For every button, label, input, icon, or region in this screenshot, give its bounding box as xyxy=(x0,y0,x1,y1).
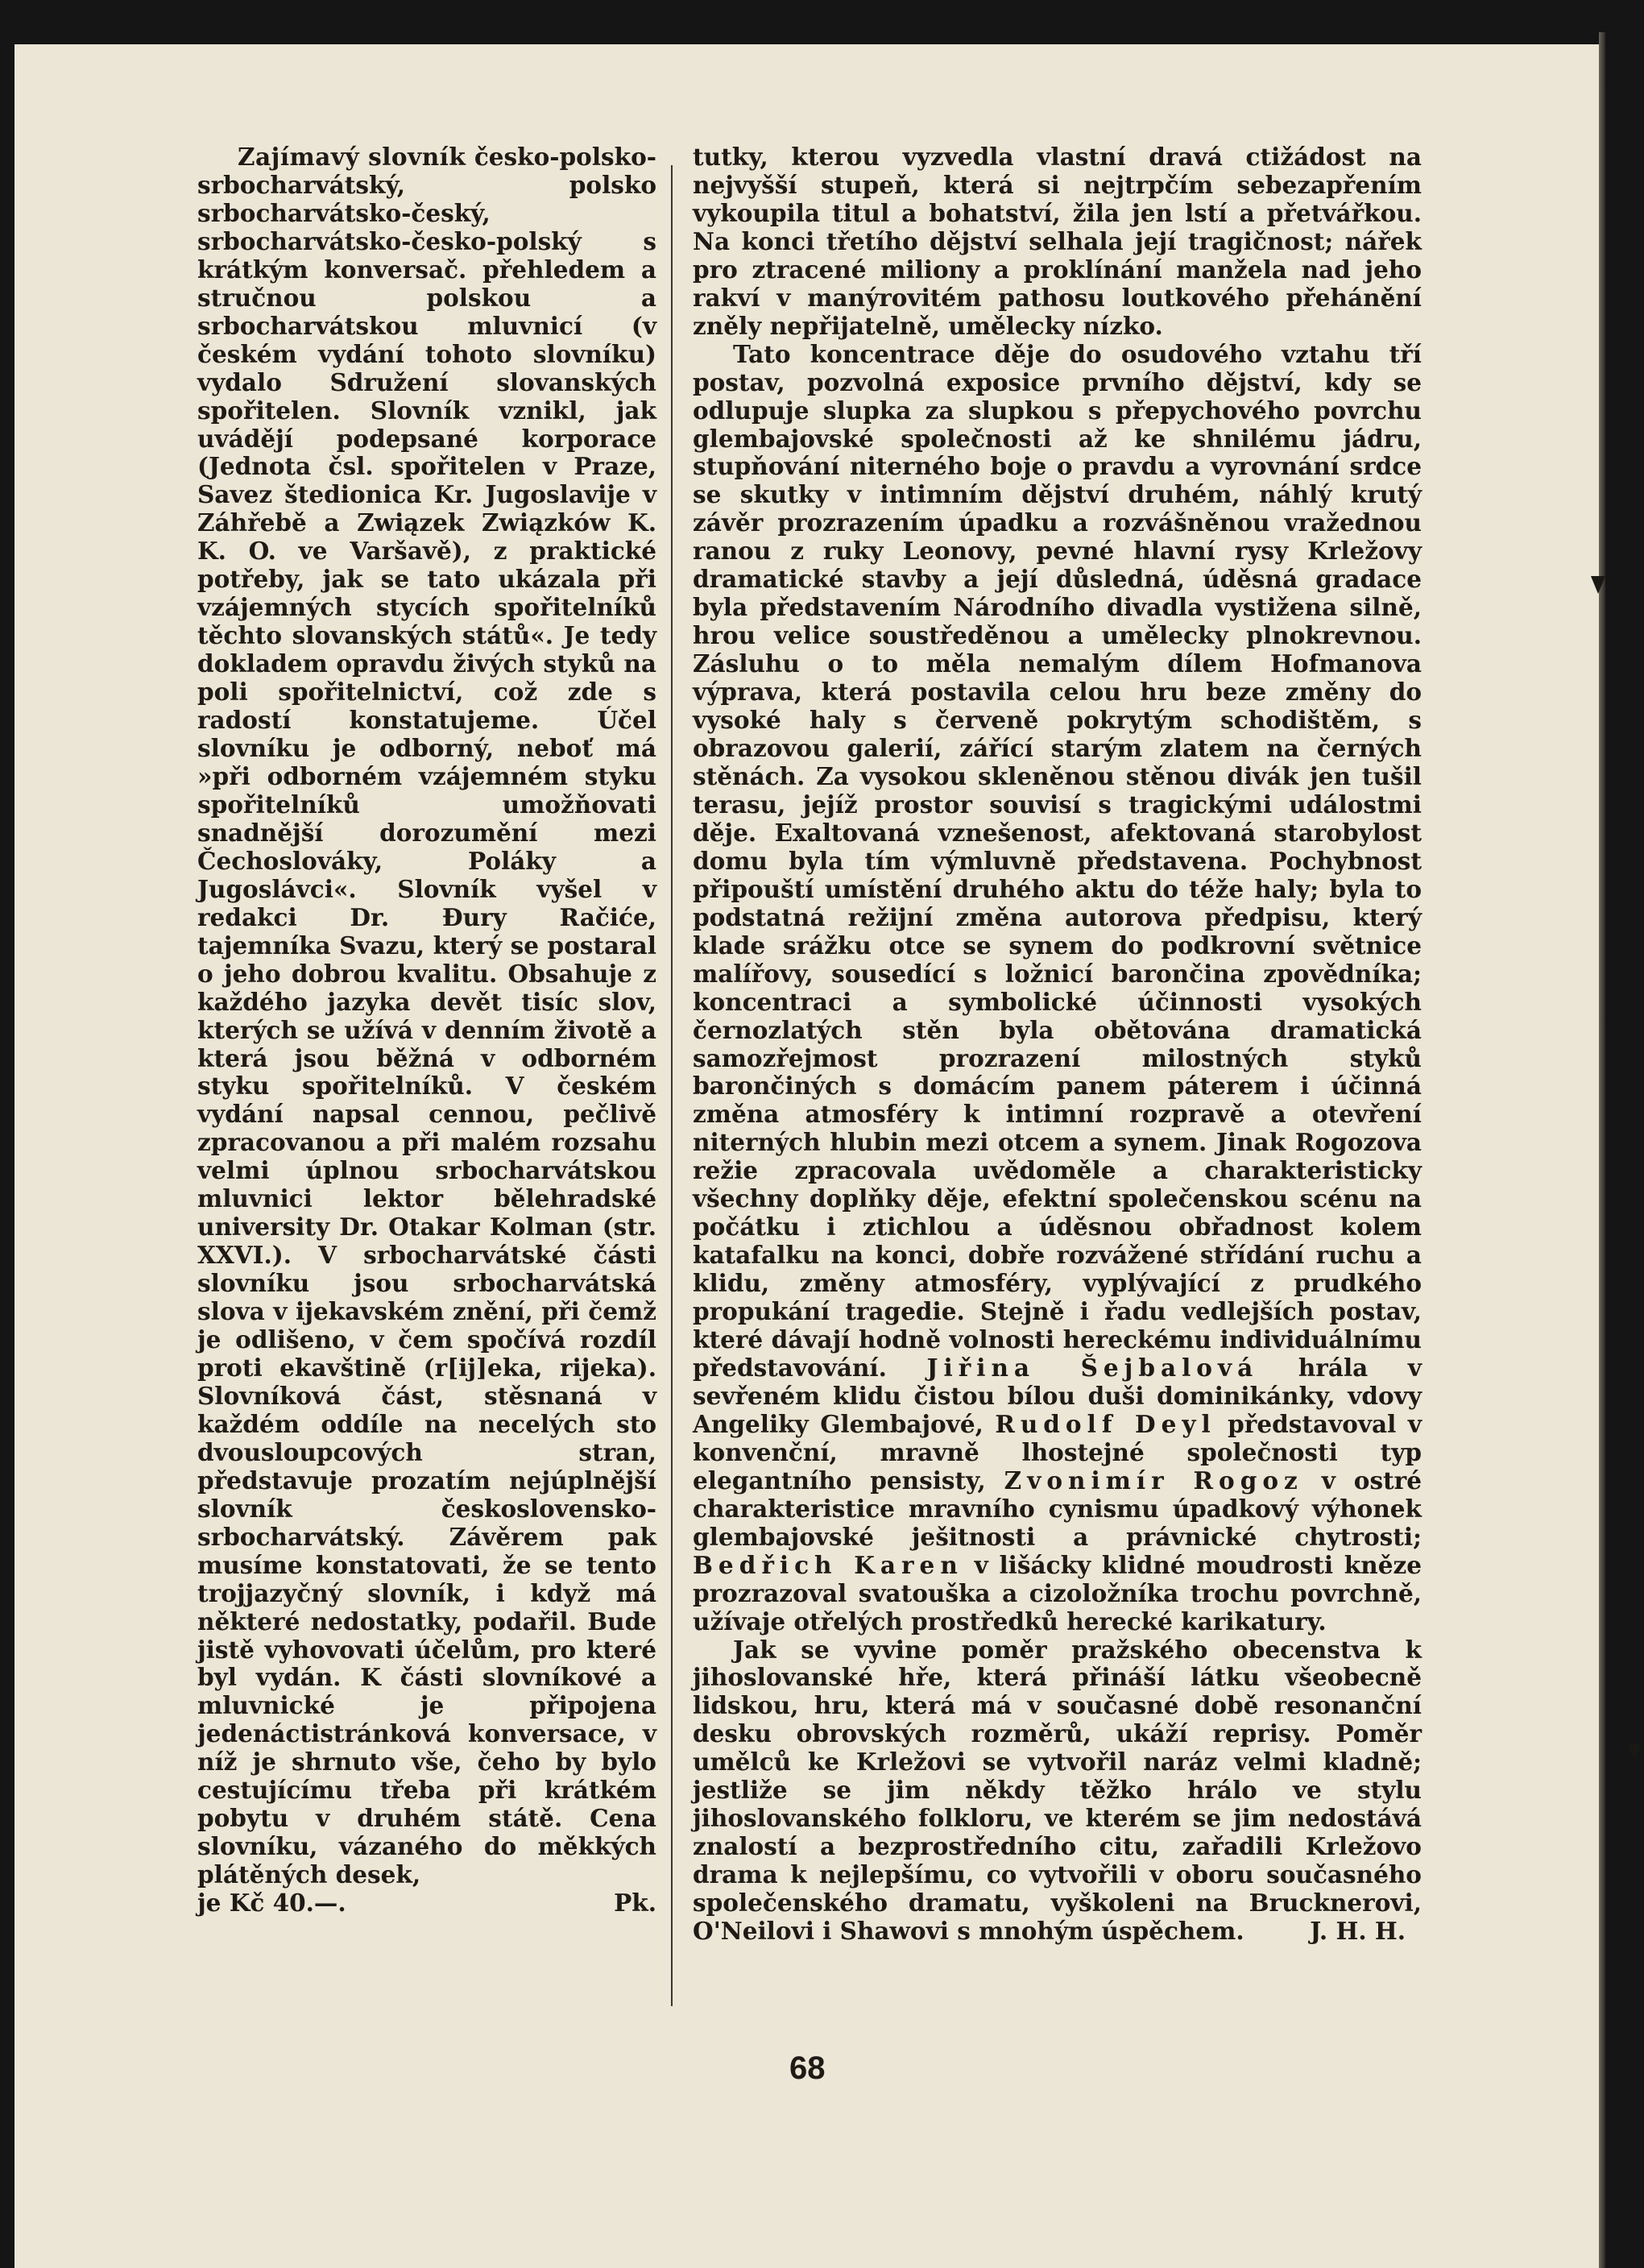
paragraph-text-f: Jak se vyvine poměr pražského obecenstva k jihoslovanské hře, která přináší látku všeobecně lidskou, hru, která má v současné době resonanční desku obrovských rozměrů, ukáží reprisy. Poměr umělců ke Krležovi se vytvořil naráz velmi kladně; jestliže se jim někdy těžko hrálo ve stylu jihoslovanského folkloru, ve kterém se jim nedostává znalostí a bezprostředního citu, zařadili Krležovo drama k nejlepšímu, co vytvořili v oboru současného společenského dramatu, vyškoleni na Brucknerovi, O'Neilovi i Shawovi s mnohým úspěchem. xyxy=(693,1635,1422,1946)
review-slovnik xyxy=(197,143,656,1889)
actor-name-deyl: Rudolf Deyl xyxy=(995,1409,1216,1438)
column-divider xyxy=(671,165,673,2006)
actor-name-karen: Bedřich Karen xyxy=(693,1550,963,1579)
signature-jhh: J. H. H. xyxy=(1310,1917,1406,1946)
paragraph-text-e: v lišácky klidné moudrosti kněze prozrazoval svatouška a cizoložníka trochu povrchně, užívaje otřelých prostředků herecké karikatury. xyxy=(693,1550,1422,1636)
left-column xyxy=(197,143,656,1918)
lead-keyword: Zajímavý slovník xyxy=(238,143,466,171)
margin-marker-top xyxy=(1591,576,1605,594)
paragraph-text-a: Tato koncentrace děje do osudového vztahu tří postav, pozvolná exposice prvního dějství, kdy se odlupuje slupka za slupkou s přepychového povrchu glembajovské společnosti až ke shnilému jádru, stupňování niterného boje o pravdu a vyrovnání srdce se skutky v intimním dějství druhém, náhlý krutý závěr prozrazením úpadku a rozvášněnou vražednou ranou z ruky Leonovy, pevné hlavní rysy Krležovy dramatické stavby a její důsledná, úděsná gradace byla představením Národního divadla vystižena silně, hrou velice soustředěnou a umělecky plnokrevnou. Zásluhu o to měla nemalým dílem Hofmanova výprava, která postavila celou hru beze změny do vysoké haly s červeně pokrytým schodištěm, s obrazovou galerií, zářící starým zlatem na černých stěnách. Za vysokou skleněnou stěnou divák jen tušil terasu, jejíž prostor souvisí s tragickými událostmi děje. Exaltovaná vznešenost, afektovaná starobylost domu byla tím výmluvně představena. Pochybnost připouští umístění druhého aktu do téže haly; byla to podstatná režijní změna autorova předpisu, který klade srážku otce se synem do podkrovní světnice malířovy, sousedící s ložnicí barončina zpovědníka; koncentraci a symbolické účinnosti vysokých černozlatých stěn byla obětována dramatická samozřejmost prozrazení milostných styků barončiných s domácím panem páterem i účinná změna atmosféry k intimní rozpravě a otevření niterných hlubin mezi otcem a synem. Jinak Rogozova režie zpracovala uvědoměle a charakteristicky všechny doplňky děje, efektní společenskou scénu na počátku i ztichlou a úděsnou obřadnost kolem katafalku na konci, dobře rozvážené střídání ruchu a klidu, změny atmosféry, vyplývající z prudkého propukání tragedie. Stejně i řadu vedlejších postav, které dávají hodně volnosti hereckému individuálnímu představování. xyxy=(693,339,1422,1382)
paragraph-text-b: hrála v sevřeném klidu čistou bílou duši dominikánky, vdovy Angeliky Glembajové, xyxy=(693,1353,1422,1438)
page-number: 68 xyxy=(789,2050,826,2086)
margin-marker-bottom xyxy=(1627,1744,1642,1760)
page-binding-edge xyxy=(1599,32,1605,2268)
actor-name-sejbalova: Jiřina Šejbalová xyxy=(926,1353,1259,1382)
paragraph-koncentrace xyxy=(693,341,1422,1636)
right-column xyxy=(693,143,1422,1946)
price-text: je Kč 40.—. xyxy=(197,1889,346,1918)
paragraph-text-d: v ostré charakteristice mravního cynismu úpadkový výhonek glembajovské ješitnosti a právnické chytrosti; xyxy=(693,1466,1422,1551)
paragraph-pomer xyxy=(693,1636,1422,1946)
review-body: česko-polsko-srbocharvátský, polsko srbocharvátsko-český, srbocharvátsko-česko-polský s krátkým konversač. přehledem a stručnou polskou a srbocharvátskou mluvnicí (v českém vydání tohoto slovníku) vydalo Sdružení slovanských spořitelen. Slovník vznikl, jak uvádějí podepsané korporace (Jednota čsl. spořitelen v Praze, Savez štedionica Kr. Jugoslavije v Záhřebě a Związek Związków K. K. O. ve Varšavě), z praktické potřeby, jak se tato ukázala při vzájemných stycích spořitelníků těchto slovanských států«. Je tedy dokladem opravdu živých styků na poli spořitelnictví, což zde s radostí konstatujeme. Účel slovníku je odborný, neboť má »při odborném vzájemném styku spořitelníků umožňovati snadnější dorozumění mezi Čechoslováky, Poláky a Jugoslávci«. Slovník vyšel v redakci Dr. Đury Račiće, tajemníka Svazu, který se postaral o jeho dobrou kvalitu. Obsahuje z každého jazyka devět tisíc slov, kterých se užívá v denním životě a která jsou běžná v odborném styku spořitelníků. V českém vydání napsal cennou, pečlivě zpracovanou a při malém rozsahu velmi úplnou srbocharvátskou mluvnici lektor bělehradské university Dr. Otakar Kolman (str. XXVI.). V srbocharvátské části slovníku jsou srbocharvátská slova v ijekavském znění, při čemž je odlišeno, v čem spočívá rozdíl proti ekavštině (r[ij]eka, rijeka). Slovníková část, stěsnaná v každém oddíle na necelých sto dvousloupcových stran, představuje prozatím nejúplnější slovník československo-srbocharvátský. Závěrem pak musíme konstatovati, že se tento trojjazyčný slovník, i když má některé nedostatky, podařil. Bude jistě vyhovovati účelům, pro které byl vydán. K části slovníkové a mluvnické je připojena jedenáctistránková konversace, v níž je shrnuto vše, čeho by bylo cestujícímu třeba při krátkém pobytu v druhém státě. Cena slovníku, vázaného do měkkých plátěných desek, xyxy=(197,143,656,1889)
paragraph-continuation: tutky, kterou vyzvedla vlastní dravá ctižádost na nejvyšší stupeň, která si nejtrpčím sebezapřením vykoupila titul a bohatství, žila jen lstí a přetvářkou. Na konci třetího dějství selhala její tragičnost; nářek pro ztracené miliony a proklínání manžela nad jeho rakví v manýrovitém pathosu loutkového přehánění zněly nepřijatelně, umělecky nízko. xyxy=(693,143,1422,340)
paragraph-text-c: představoval v konvenční, mravně lhostejné společnosti typ elegantního pensisty, xyxy=(693,1409,1422,1495)
actor-name-rogoz: Zvonimír Rogoz xyxy=(1004,1466,1303,1495)
signature-pk: Pk. xyxy=(614,1889,656,1918)
closing-line xyxy=(197,1889,656,1918)
